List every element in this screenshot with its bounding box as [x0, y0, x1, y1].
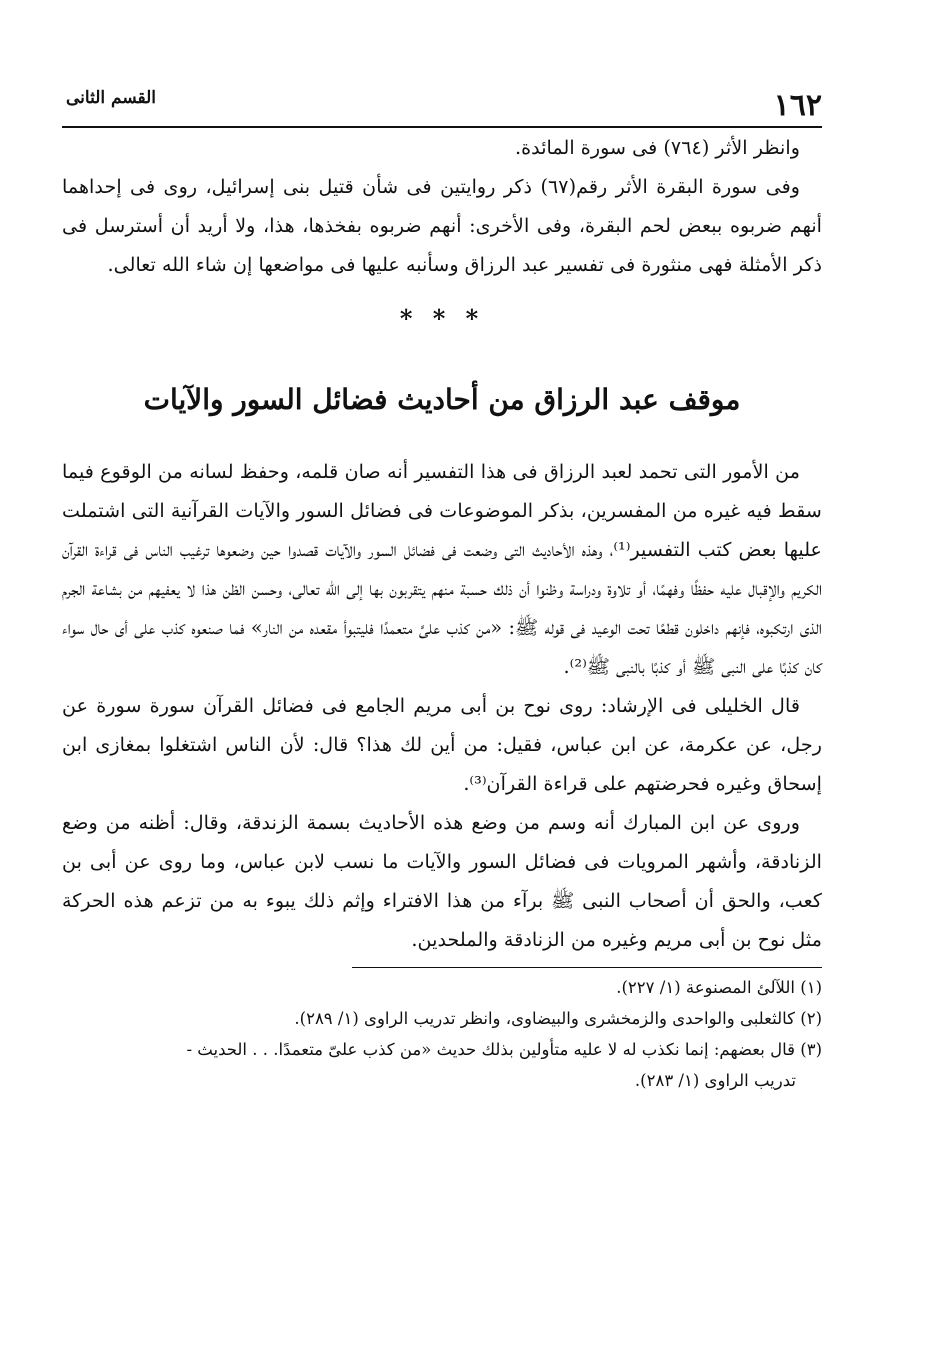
section-title: القسم الثانى	[66, 88, 157, 108]
footnote-3-continued: تدريب الراوى (١/ ٢٨٣).	[634, 1071, 796, 1090]
paragraph-see-also: وانظر الأثر (٧٦٤) فى سورة المائدة.	[514, 136, 800, 159]
paragraph-ibn-mubarak: وروى عن ابن المبارك أنه وسم من وضع هذه الأحاديث بسمة الزندقة، وقال: أظنه من وضع الزنادقة، وأشهر المرويات فى فضائل السور والآيات ما نسب لابن عباس، وما روى عن أبى بن كعب، والحق أن أصحاب النبى ﷺ برآء من هذا الافتراء وإثم ذلك يبوء به من تزعم هذه الحركة مثل نوح بن أبى مريم وغيره من الزنادقة والملحدين.	[62, 811, 822, 951]
section-heading: موقف عبد الرزاق من أحاديث فضائل السور والآيات	[143, 383, 741, 416]
footnote-3: (٣) قال بعضهم: إنما نكذب له لا عليه متأولين بذلك حديث «من كذب علىّ متعمدًا. . . الحديث -	[186, 1040, 822, 1059]
page-number: ١٦٢	[773, 88, 822, 123]
footnote-1: (١) اللآلئ المصنوعة (١/ ٢٢٧).	[616, 978, 822, 997]
footnote-2: (٢) كالثعلبى والواحدى والزمخشرى والبيضاوى، وانظر تدريب الراوى (١/ ٢٨٩).	[294, 1009, 822, 1028]
book-page	[62, 70, 822, 1096]
footnotes	[186, 967, 822, 1096]
section-separator: * * *	[399, 304, 485, 333]
paragraph-khalili: قال الخليلى فى الإرشاد: روى نوح بن أبى مريم الجامع فى فضائل القرآن سورة سورة عن رجل، عن عكرمة، عن ابن عباس، فقيل: من أين لك هذا؟ قال: لأن الناس اشتغلوا بمغازى ابن إسحاق وغيره فحرضتهم على قراءة القرآن⁽³⁾.	[62, 694, 822, 795]
running-header	[62, 70, 822, 128]
paragraph-fabricated-hadith: من الأمور التى تحمد لعبد الرزاق فى هذا التفسير أنه صان قلمه، وحفظ لسانه من الوقوع فيما سقط فيه غيره من المفسرين، بذكر الموضوعات فى فضائل السور والآيات القرآنية التى اشتملت عليها بعض كتب التفسير⁽¹⁾، وهذه الأحاديث التى وضعت فى فضائل السور والآيات قصدوا حين وضعوها ترغيب الناس فى قراءة القرآن الكريم والإقبال عليه حفظًا وفهمًا، أو تلاوة ودراسة وظنوا أن ذلك حسبة منهم يتقربون بها إلى الله تعالى، وحسن الظن هذا لا يعفيهم من بشاعة الجرم الذى ارتكبوه، فإنهم داخلون قطعًا تحت الوعيد فى قوله ﷺ: «من كذب علىَّ متعمدًا فليتبوأ مقعده من النار» فما صنعوه كذب على أى حال سواء كان كذبًا على النبى ﷺ أو كذبًا بالنبى ﷺ⁽²⁾.	[62, 460, 822, 678]
paragraph-baqara-example: وفى سورة البقرة الأثر رقم(٦٧) ذكر روايتين فى شأن قتيل بنى إسرائيل، روى فى إحداهما أنهم ضربوه ببعض لحم البقرة، وفى الأخرى: أنهم ضربوه بفخذها، هذا، ولا أريد أن أسترسل فى ذكر الأمثلة فهى منثورة فى تفسير عبد الرزاق وسأنبه عليها فى مواضعها إن شاء الله تعالى.	[62, 175, 822, 276]
